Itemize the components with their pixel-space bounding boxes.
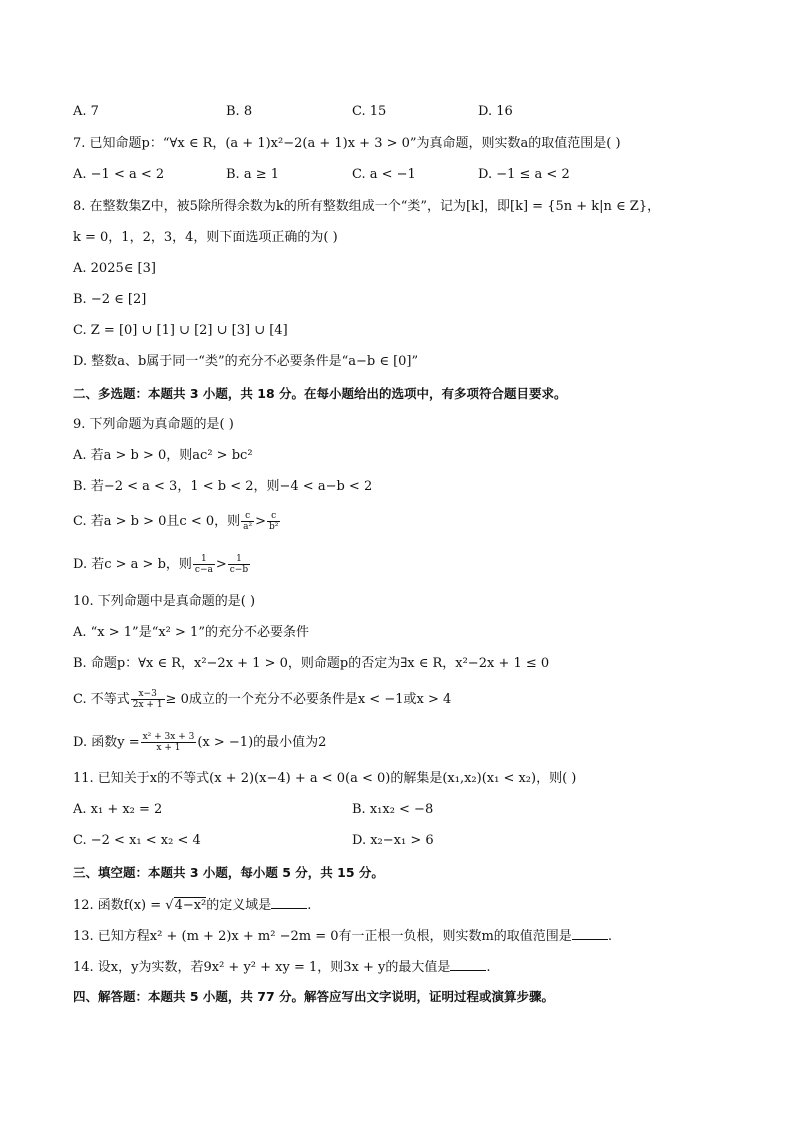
q14-end: . (486, 960, 491, 975)
q10-option-d (73, 731, 326, 755)
q10-option-c-suffix: ≥ 0成立的一个充分不必要条件是x < −1或x > 4 (165, 692, 452, 707)
q13-answer-blank[interactable] (572, 927, 608, 940)
q10-option-a: A. “x > 1”是“x² > 1”的充分不必要条件 (73, 625, 309, 640)
q9-option-c-relation: > (255, 514, 267, 529)
q12-suffix: 的定义域是 (206, 898, 272, 913)
section-multiple-choice-heading: 二、多选题：本题共 3 小题，共 18 分。在每小题给出的选项中，有多项符合题目要求。 (73, 386, 567, 401)
square-root-icon: √ (165, 898, 174, 913)
q8-option-a: A. 2025∈ [3] (73, 261, 156, 276)
q9-option-c (73, 510, 281, 534)
q9-option-d-fraction-2: $\frac{1}{c-b}$ (229, 554, 249, 575)
q13-line (73, 927, 612, 945)
q9-option-d-fraction-1: $\frac{1}{c-a}$ (194, 554, 213, 575)
q10-option-c (73, 688, 451, 712)
section-solution-heading: 四、解答题：本题共 5 小题，共 77 分。解答应写出文字说明，证明过程或演算步骤。 (73, 989, 555, 1004)
q10-option-d-prefix: D. 函数y = (73, 735, 140, 750)
q12-line (73, 896, 311, 914)
q12-radicand: 4−x² (174, 898, 207, 913)
q8-option-c: C. Z = [0] ∪ [1] ∪ [2] ∪ [3] ∪ [4] (73, 323, 288, 338)
q9-stem: 9. 下列命题为真命题的是( ) (73, 417, 234, 432)
q6-option-b: B. 8 (226, 104, 253, 119)
q14-line (73, 958, 491, 976)
q9-option-c-prefix: C. 若a > b > 0且c < 0，则 (73, 514, 241, 529)
section-fill-in-heading: 三、填空题：本题共 3 小题，每小题 5 分，共 15 分。 (73, 865, 384, 880)
q9-option-d-relation: > (215, 557, 227, 572)
q13-text: 13. 已知方程x² + (m + 2)x + m² −2m = 0有一正根一负根，则实数m的取值范围是 (73, 929, 572, 944)
q12-end: . (307, 898, 312, 913)
q7-option-d: D. −1 ≤ a < 2 (478, 167, 570, 182)
q7-stem: 7. 已知命题p：“∀x ∈ R，(a + 1)x²−2(a + 1)x + 3 > 0”为真命题，则实数a的取值范围是( ) (73, 136, 621, 151)
q14-answer-blank[interactable] (450, 958, 486, 971)
q10-option-c-prefix: C. 不等式 (73, 692, 130, 707)
q10-option-d-suffix: (x > −1)的最小值为2 (197, 735, 327, 750)
q11-option-c: C. −2 < x₁ < x₂ < 4 (73, 833, 201, 848)
q12-prefix: 12. 函数f(x) = (73, 898, 166, 913)
q11-option-a: A. x₁ + x₂ = 2 (73, 802, 163, 817)
q11-option-d: D. x₂−x₁ > 6 (352, 833, 434, 848)
q10-stem: 10. 下列命题中是真命题的是( ) (73, 594, 256, 609)
q10-option-b: B. 命题p：∀x ∈ R，x²−2x + 1 > 0，则命题p的否定为∃x ∈ R，x²−2x + 1 ≤ 0 (73, 656, 550, 671)
q11-option-b: B. x₁x₂ < −8 (352, 802, 434, 817)
q8-option-b: B. −2 ∈ [2] (73, 292, 147, 307)
q14-text: 14. 设x，y为实数，若9x² + y² + xy = 1，则3x + y的最大值是 (73, 960, 451, 975)
q11-stem: 11. 已知关于x的不等式(x + 2)(x−4) + a < 0(a < 0)的解集是(x₁,x₂)(x₁ < x₂)，则( ) (73, 771, 577, 786)
q9-option-a: A. 若a > b > 0，则ac² > bc² (73, 448, 253, 463)
q7-option-a: A. −1 < a < 2 (73, 167, 165, 182)
q8-stem-line2: k = 0，1，2，3，4，则下面选项正确的为( ) (73, 230, 338, 245)
q9-option-b: B. 若−2 < a < 3，1 < b < 2，则−4 < a−b < 2 (73, 479, 373, 494)
q9-option-d-prefix: D. 若c > a > b，则 (73, 557, 192, 572)
q6-option-a: A. 7 (73, 104, 99, 119)
q9-option-c-fraction-1: $\frac{c}{\text{a²}}$ (243, 511, 253, 532)
q9-option-d (73, 553, 251, 577)
q12-answer-blank[interactable] (271, 896, 307, 909)
q7-option-c: C. a < −1 (352, 167, 416, 182)
q13-end: . (607, 929, 612, 944)
q10-option-c-fraction: $\frac{x-3}{2x + 1}$ (132, 689, 163, 710)
q6-option-c: C. 15 (352, 104, 387, 119)
q8-option-d: D. 整数a、b属于同一“类”的充分不必要条件是“a−b ∈ [0]” (73, 354, 419, 369)
q10-option-d-fraction: $\frac{\text{x² + 3x + 3}}{x + 1}$ (142, 732, 195, 753)
q7-option-b: B. a ≥ 1 (226, 167, 279, 182)
q9-option-c-fraction-2: $\frac{c}{\text{b²}}$ (269, 511, 279, 532)
q8-stem-line1: 8. 在整数集Z中，被5除所得余数为k的所有整数组成一个“类”，记为[k]，即[k] = {5n + k|n ∈ Z}， (73, 199, 661, 214)
q6-option-d: D. 16 (478, 104, 513, 119)
